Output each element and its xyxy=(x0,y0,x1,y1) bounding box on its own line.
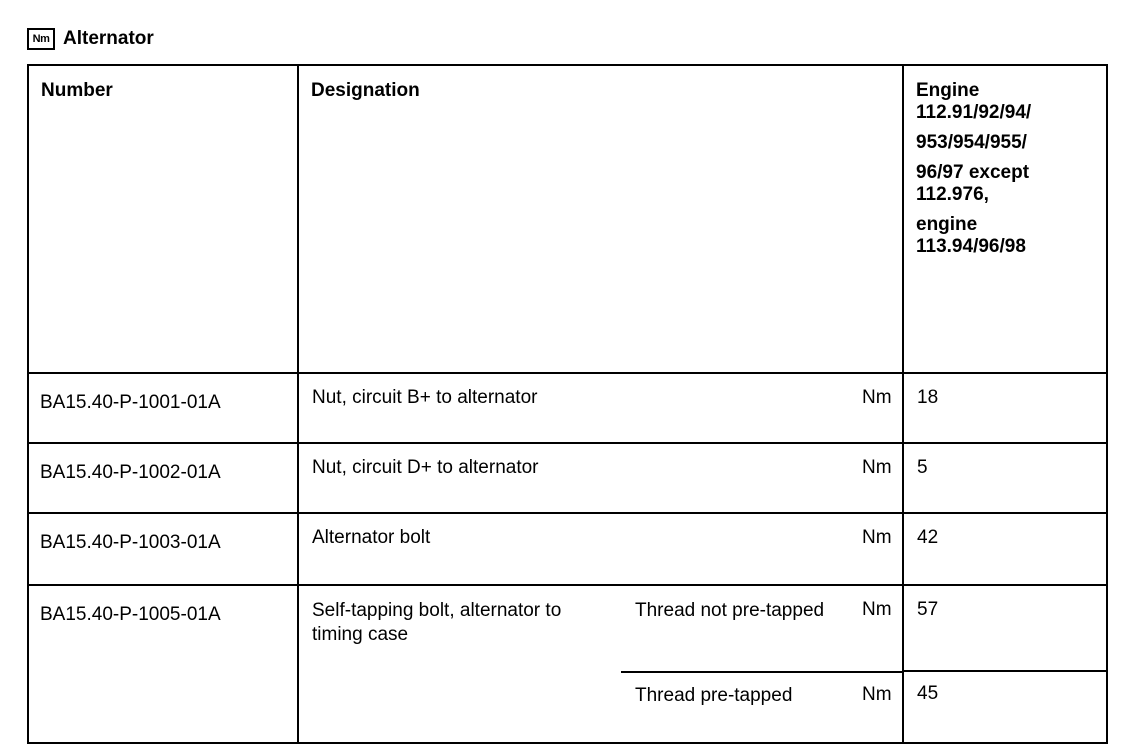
row-value: 18 xyxy=(903,373,1107,443)
engine-line: 112.91/92/94/ xyxy=(916,102,1032,123)
header-number: Number xyxy=(28,65,298,373)
engine-line: 953/954/955/ xyxy=(916,132,1027,153)
row-designation: Self-tapping bolt, alternator to timing case xyxy=(312,600,562,645)
row-number: BA15.40-P-1005-01A xyxy=(28,585,298,743)
table-row xyxy=(28,513,1107,585)
row-unit: Nm xyxy=(862,457,892,478)
engine-line: 112.976, xyxy=(916,184,989,205)
condition-unit: Nm xyxy=(862,599,892,620)
header-engine xyxy=(903,65,1107,373)
row-number: BA15.40-P-1002-01A xyxy=(28,443,298,513)
row-number: BA15.40-P-1003-01A xyxy=(28,513,298,585)
row-designation-cell xyxy=(298,513,903,585)
row-designation-cell xyxy=(298,373,903,443)
torque-nm-icon: Nm xyxy=(27,28,55,50)
row-number: BA15.40-P-1001-01A xyxy=(28,373,298,443)
condition-label: Thread pre-tapped xyxy=(635,684,793,706)
row-designation-cell xyxy=(298,585,903,743)
row-value: 42 xyxy=(903,513,1107,585)
row-designation-cell xyxy=(298,443,903,513)
table-row xyxy=(28,443,1107,513)
header-designation: Designation xyxy=(298,65,903,373)
table-header-row xyxy=(28,65,1107,373)
row-designation: Nut, circuit D+ to alternator xyxy=(312,457,539,478)
row-conditions xyxy=(621,586,902,742)
engine-line: Engine xyxy=(916,80,980,101)
row-value: 5 xyxy=(903,443,1107,513)
table-row xyxy=(28,585,1107,671)
condition-value: 45 xyxy=(903,671,1107,743)
engine-line: 113.94/96/98 xyxy=(916,236,1026,257)
section-title: Alternator xyxy=(63,28,154,49)
table-row xyxy=(28,373,1107,443)
engine-line: engine xyxy=(916,214,978,235)
row-unit: Nm xyxy=(862,387,892,408)
section-heading xyxy=(27,26,154,52)
row-unit: Nm xyxy=(862,527,892,548)
torque-spec-table xyxy=(27,64,1108,744)
condition-unit: Nm xyxy=(862,683,892,705)
condition-value: 57 xyxy=(903,585,1107,671)
row-designation: Nut, circuit B+ to alternator xyxy=(312,387,538,408)
engine-line: 96/97 except xyxy=(916,162,1030,183)
condition-label: Thread not pre-tapped xyxy=(635,600,825,621)
row-designation: Alternator bolt xyxy=(312,527,431,548)
